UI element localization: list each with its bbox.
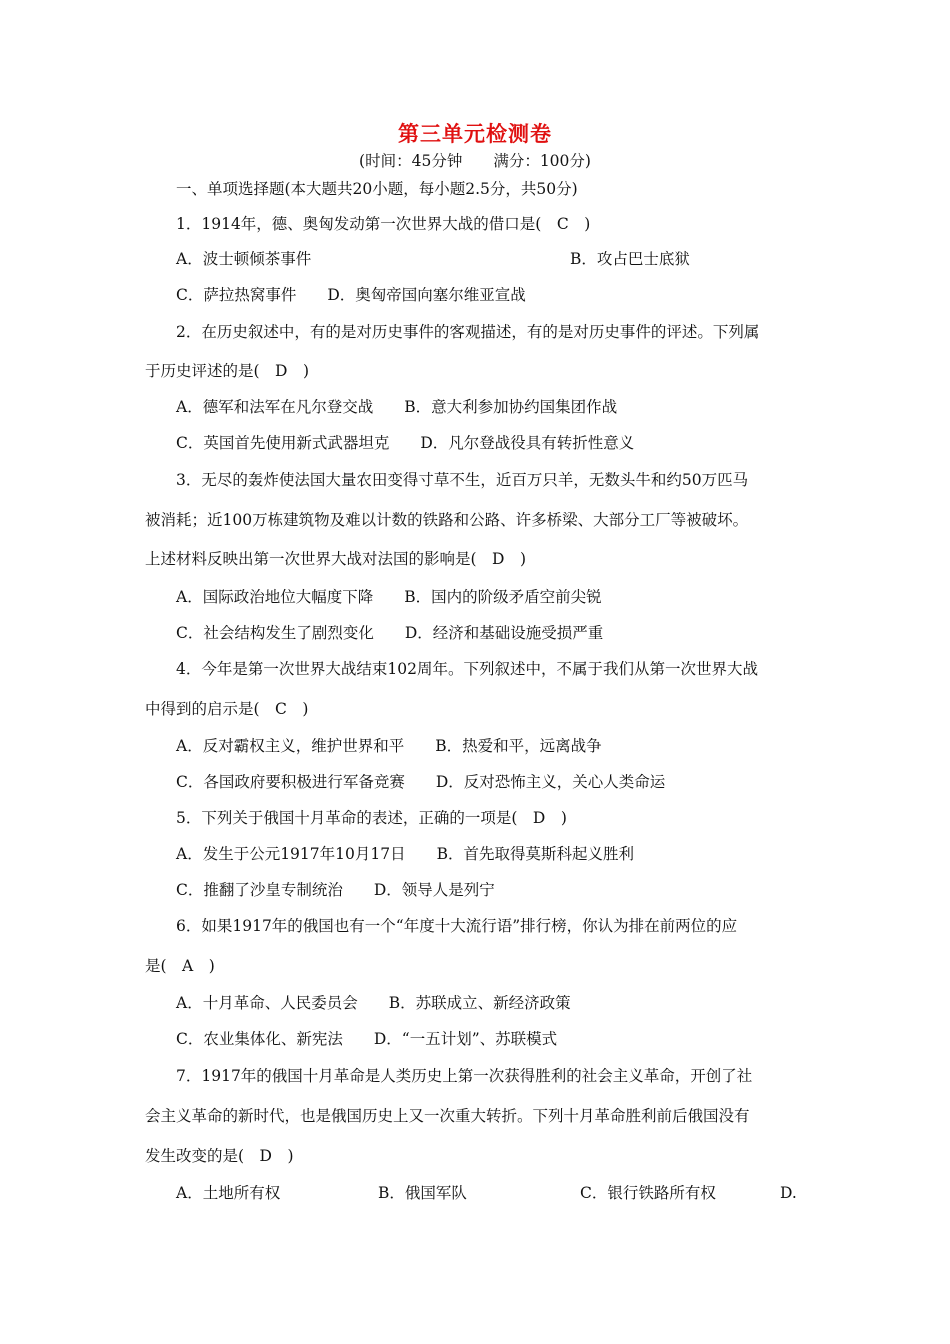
question-1: 1．1914年，德、奥匈发动第一次世界大战的借口是( C ) [176, 215, 591, 233]
options-cd: C．各国政府要积极进行军备竞赛 D．反对恐怖主义，关心人类命运 [176, 773, 666, 791]
question-3-cont: 上述材料反映出第一次世界大战对法国的影响是( D ) [145, 550, 527, 568]
options-cd: C．社会结构发生了剧烈变化 D．经济和基础设施受损严重 [176, 624, 604, 642]
page-title: 第三单元检测卷 [398, 122, 552, 146]
option-b: B．攻占巴士底狱 [570, 250, 690, 268]
options-cd: C．英国首先使用新式武器坦克 D．凡尔登战役具有转折性意义 [176, 434, 635, 452]
question-3-cont: 被消耗；近100万栋建筑物及难以计数的铁路和公路、许多桥梁、大部分工厂等被破坏。 [145, 511, 749, 529]
options-ab: A．十月革命、人民委员会 B．苏联成立、新经济政策 [176, 994, 571, 1012]
option-c: C．银行铁路所有权 [580, 1184, 716, 1202]
section-heading: 一、单项选择题(本大题共20小题，每小题2.5分，共50分) [176, 180, 578, 198]
options-ab: A．德军和法军在凡尔登交战 B．意大利参加协约国集团作战 [176, 398, 618, 416]
option-a: A．土地所有权 [176, 1184, 281, 1202]
question-7-cont: 会主义革命的新时代，也是俄国历史上又一次重大转折。下列十月革命胜利前后俄国没有 [145, 1107, 750, 1125]
options-ab: A．发生于公元1917年10月17日 B．首先取得莫斯科起义胜利 [176, 845, 634, 863]
options-ab: A．反对霸权主义，维护世界和平 B．热爱和平，远离战争 [176, 737, 602, 755]
question-2-cont: 于历史评述的是( D ) [145, 362, 310, 380]
question-5: 5．下列关于俄国十月革命的表述，正确的一项是( D ) [176, 809, 567, 827]
question-2: 2．在历史叙述中，有的是对历史事件的客观描述，有的是对历史事件的评述。下列属 [176, 323, 760, 341]
exam-info: (时间：45分钟 满分：100分) [359, 152, 591, 170]
option-b: B．俄国军队 [378, 1184, 467, 1202]
options-cd: C．萨拉热窝事件 D．奥匈帝国向塞尔维亚宣战 [176, 286, 526, 304]
question-6-cont: 是( A ) [145, 957, 215, 975]
options-cd: C．农业集体化、新宪法 D．“一五计划”、苏联模式 [176, 1030, 558, 1048]
options-ab: A．国际政治地位大幅度下降 B．国内的阶级矛盾空前尖锐 [176, 588, 602, 606]
question-7-cont: 发生改变的是( D ) [145, 1147, 294, 1165]
question-4: 4．今年是第一次世界大战结束102周年。下列叙述中，不属于我们从第一次世界大战 [176, 660, 758, 678]
question-3: 3．无尽的轰炸使法国大量农田变得寸草不生，近百万只羊，无数头牛和约50万匹马 [176, 471, 749, 489]
question-4-cont: 中得到的启示是( C ) [145, 700, 309, 718]
options-cd: C．推翻了沙皇专制统治 D．领导人是列宁 [176, 881, 495, 899]
option-d: D. [780, 1184, 797, 1202]
question-7: 7．1917年的俄国十月革命是人类历史上第一次获得胜利的社会主义革命，开创了社 [176, 1067, 753, 1085]
option-a: A．波士顿倾茶事件 [176, 250, 312, 268]
question-6: 6．如果1917年的俄国也有一个“年度十大流行语”排行榜，你认为排在前两位的应 [176, 917, 738, 935]
